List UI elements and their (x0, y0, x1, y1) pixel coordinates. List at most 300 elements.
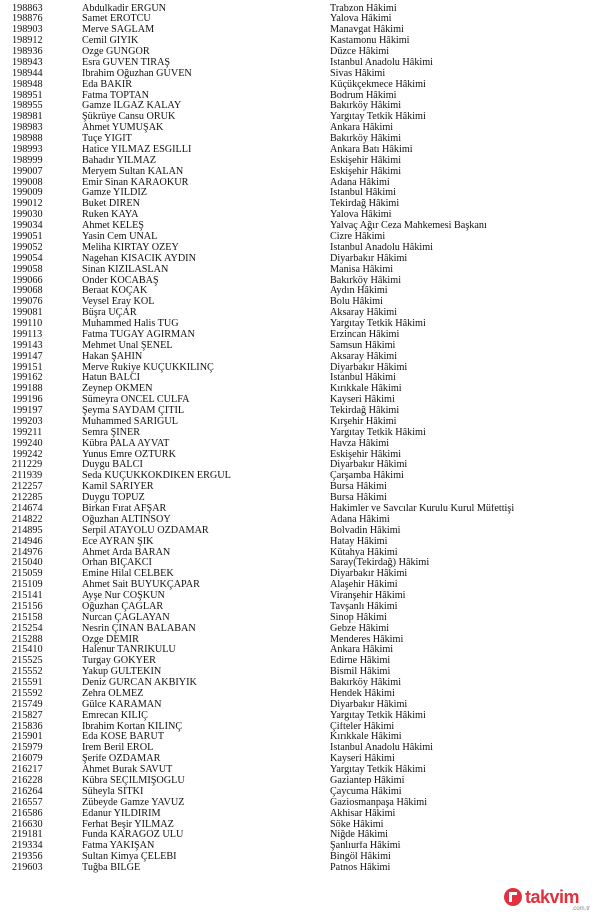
registry-number: 198936 (12, 46, 43, 58)
person-name: Özge DEMİR (82, 634, 139, 645)
registry-number: 199188 (12, 383, 43, 395)
assigned-post: Bolvadin Hâkimi (330, 525, 401, 536)
person-name: Merve SAĞLAM (82, 25, 155, 36)
registry-number: 215156 (12, 600, 43, 612)
registry-number: 215836 (12, 720, 43, 732)
person-name: Hakan ŞAHİN (82, 351, 143, 362)
person-name: Sultan Kimya ÇELEBİ (82, 852, 177, 863)
table-row (0, 319, 600, 330)
registry-number: 219181 (12, 829, 43, 841)
assigned-post: Hakimler ve Savcılar Kurulu Kurul Müfettişi (330, 503, 515, 514)
table-row (0, 830, 600, 841)
assigned-post: Edirne Hâkimi (330, 656, 391, 667)
assigned-post: Düzce Hâkimi (330, 47, 390, 58)
assigned-post: Eskişehir Hâkimi (330, 449, 402, 460)
person-name: Nurcan ÇAĞLAYAN (82, 612, 170, 623)
person-name: Hatice YILMAZ ESGİLLİ (82, 144, 192, 155)
assigned-post: Küçükçekmece Hâkimi (330, 79, 426, 90)
assigned-post: Sivas Hâkimi (330, 68, 386, 79)
registry-number: 198948 (12, 78, 43, 90)
person-name: Emir Sinan KARAOKUR (82, 177, 189, 188)
assigned-post: Aydın Hâkimi (330, 286, 388, 297)
person-name: Duygu BALCI (82, 460, 143, 471)
registry-number: 215109 (12, 579, 43, 591)
assigned-post: İstanbul Anadolu Hâkimi (330, 743, 433, 754)
person-name: Fatma TOPTAN (82, 90, 150, 101)
table-row (0, 863, 600, 874)
registry-number: 215141 (12, 590, 43, 602)
person-name: Deniz GÜRCAN AKBIYIK (82, 678, 197, 689)
registry-number: 215827 (12, 709, 43, 721)
registry-number: 215410 (12, 644, 43, 656)
assigned-post: Adana Hâkimi (330, 177, 390, 188)
assigned-post: Alaşehir Hâkimi (330, 580, 398, 591)
registry-number: 199240 (12, 437, 43, 449)
table-row (0, 363, 600, 374)
registry-number: 199211 (12, 426, 43, 438)
registry-number: 215901 (12, 731, 43, 743)
person-name: Sinan KIZILASLAN (82, 264, 169, 275)
assigned-post: Bismil Hâkimi (330, 667, 391, 678)
assigned-post: Viranşehir Hâkimi (330, 591, 406, 602)
table-row (0, 4, 600, 15)
assigned-post: Diyarbakır Hâkimi (330, 699, 408, 710)
table-row (0, 25, 600, 36)
registry-number: 215749 (12, 698, 43, 710)
table-row (0, 591, 600, 602)
assigned-post: Kayseri Hâkimi (330, 754, 395, 765)
assigned-post: Manavgat Hâkimi (330, 25, 404, 36)
table-row (0, 47, 600, 58)
person-name: Orhan BIÇAKCI (82, 558, 152, 569)
assigned-post: Hatay Hâkimi (330, 536, 388, 547)
registry-number: 198912 (12, 35, 43, 47)
assigned-post: Gaziosmanpaşa Hâkimi (330, 797, 428, 808)
person-name: Emine Hilal CELBEK (82, 569, 174, 580)
registry-number: 198983 (12, 122, 43, 134)
registry-number: 198903 (12, 24, 43, 36)
registry-number: 216079 (12, 753, 43, 765)
assigned-post: Bingöl Hâkimi (330, 852, 391, 863)
registry-number: 199034 (12, 220, 43, 232)
assigned-post: Tekirdağ Hâkimi (330, 199, 400, 210)
registry-number: 198863 (12, 2, 43, 14)
registry-number: 199197 (12, 405, 43, 417)
table-row (0, 134, 600, 145)
registry-number: 199162 (12, 372, 43, 384)
assigned-post: Cizre Hâkimi (330, 231, 386, 242)
registry-number: 199012 (12, 198, 43, 210)
table-row (0, 167, 600, 178)
table-row (0, 471, 600, 482)
registry-number: 215552 (12, 666, 43, 678)
person-name: Nagehan KISACIK AYDIN (82, 253, 196, 264)
table-row (0, 820, 600, 831)
person-name: Ece AYRAN ŞIK (82, 536, 154, 547)
table-row (0, 265, 600, 276)
table-row (0, 243, 600, 254)
registry-number: 216264 (12, 785, 43, 797)
table-row (0, 330, 600, 341)
person-name: Ahmet Burak SAVUT (82, 765, 173, 776)
registry-number: 212257 (12, 481, 43, 493)
person-name: Oğuzhan ALTINSOY (82, 514, 171, 525)
assigned-post: Çaycuma Hâkimi (330, 786, 402, 797)
assigned-post: Yargıtay Tetkik Hâkimi (330, 319, 426, 330)
person-name: Ahmet KELEŞ (82, 221, 144, 232)
registry-number: 214822 (12, 513, 43, 525)
assigned-post: Adana Hâkimi (330, 514, 390, 525)
person-name: Buket DİREN (82, 199, 141, 210)
table-row (0, 254, 600, 265)
person-name: Ruken KAYA (82, 210, 139, 221)
registry-number: 215979 (12, 742, 43, 754)
person-name: Yunus Emre ÖZTÜRK (82, 449, 176, 460)
table-row (0, 700, 600, 711)
assigned-post: Aksaray Hâkimi (330, 351, 398, 362)
person-name: Kübra PALA AYVAT (82, 438, 170, 449)
table-row (0, 58, 600, 69)
registry-number: 214976 (12, 546, 43, 558)
person-name: Sümeyra ÖNCEL CULFA (82, 395, 190, 406)
person-name: Zeynep ÖKMEN (82, 384, 153, 395)
assigned-post: Erzincan Hâkimi (330, 329, 400, 340)
assigned-post: Yargıtay Tetkik Hâkimi (330, 710, 426, 721)
table-row (0, 221, 600, 232)
assigned-post: Bolu Hâkimi (330, 297, 383, 308)
table-row (0, 776, 600, 787)
table-row (0, 635, 600, 646)
table-row (0, 341, 600, 352)
assigned-post: İstanbul Hâkimi (330, 188, 396, 199)
registry-number: 199196 (12, 394, 43, 406)
person-name: Esra GÜVEN TİRAŞ (82, 57, 171, 68)
table-row (0, 765, 600, 776)
person-name: Muhammed Halis TUĞ (82, 319, 179, 330)
table-row (0, 80, 600, 91)
registry-number: 215059 (12, 568, 43, 580)
registry-number: 199081 (12, 307, 43, 319)
registry-number: 219603 (12, 862, 43, 874)
table-row (0, 841, 600, 852)
registry-number: 216630 (12, 818, 43, 830)
table-row (0, 613, 600, 624)
registry-number: 198981 (12, 111, 43, 123)
person-name: Emrecan KILIÇ (82, 710, 148, 721)
table-row (0, 69, 600, 80)
registry-number: 199054 (12, 252, 43, 264)
person-name: İbrahim Kortan KILINÇ (82, 721, 183, 732)
person-name: Gamze YILDIZ (82, 188, 147, 199)
registry-number: 198876 (12, 13, 43, 25)
person-name: Fatma YAKIŞAN (82, 841, 155, 852)
table-row (0, 732, 600, 743)
assigned-post: Kırıkkale Hâkimi (330, 732, 402, 743)
person-name: Serpil ATAYOLU ÖZDAMAR (82, 525, 209, 536)
registry-number: 216228 (12, 774, 43, 786)
person-name: Ahmet YUMUŞAK (82, 123, 164, 134)
table-row (0, 537, 600, 548)
table-row (0, 91, 600, 102)
person-name: Zehra ÖLMEZ (82, 688, 144, 699)
assigned-post: Eskişehir Hâkimi (330, 166, 402, 177)
table-row (0, 460, 600, 471)
person-name: Birkan Fırat AFŞAR (82, 503, 167, 514)
table-row (0, 722, 600, 733)
person-name: Fatma TUGAY AĞIRMAN (82, 329, 195, 340)
table-row (0, 482, 600, 493)
person-name: Şükrüye Cansu ORUK (82, 112, 176, 123)
person-name: Şeyma SAYDAM ÇİTİL (82, 406, 185, 417)
assigned-post: Diyarbakır Hâkimi (330, 460, 408, 471)
registry-number: 199143 (12, 339, 43, 351)
registry-number: 215288 (12, 633, 43, 645)
assigned-post: Diyarbakır Hâkimi (330, 362, 408, 373)
assigned-post: Sinop Hâkimi (330, 612, 387, 623)
takvim-logo (504, 886, 590, 912)
assigned-post: Kütahya Hâkimi (330, 547, 398, 558)
assigned-post: Kayseri Hâkimi (330, 395, 395, 406)
table-row (0, 417, 600, 428)
assigned-post: Niğde Hâkimi (330, 830, 389, 841)
registry-number: 215591 (12, 677, 43, 689)
table-row (0, 156, 600, 167)
person-name: Funda KARAGÖZ ULU (82, 830, 184, 841)
table-row (0, 297, 600, 308)
table-row (0, 667, 600, 678)
table-row (0, 145, 600, 156)
assigned-post: Hendek Hâkimi (330, 688, 395, 699)
table-row (0, 678, 600, 689)
registry-number: 199058 (12, 263, 43, 275)
assigned-post: Çifteler Hâkimi (330, 721, 395, 732)
registry-number: 199009 (12, 187, 43, 199)
table-row (0, 373, 600, 384)
person-name: Seda KÜÇÜKKÖKDİKEN ERGÜL (82, 471, 231, 482)
person-name: Cemil GİYİK (82, 36, 139, 47)
assigned-post: Eskişehir Hâkimi (330, 155, 402, 166)
assigned-post: Samsun Hâkimi (330, 340, 396, 351)
assigned-post: Patnos Hâkimi (330, 863, 391, 874)
logo-domain: .com.tr (571, 906, 590, 912)
table-row (0, 232, 600, 243)
assigned-post: Yalova Hâkimi (330, 210, 392, 221)
assigned-post: İstanbul Anadolu Hâkimi (330, 242, 433, 253)
registry-number: 199052 (12, 241, 43, 253)
table-row (0, 210, 600, 221)
assigned-post: Yargıtay Tetkik Hâkimi (330, 765, 426, 776)
assigned-post: Kırıkkale Hâkimi (330, 384, 402, 395)
person-name: Şerife ÖZDAMAR (82, 754, 161, 765)
table-row (0, 384, 600, 395)
assigned-post: Diyarbakır Hâkimi (330, 569, 408, 580)
assigned-post: Çarşamba Hâkimi (330, 471, 404, 482)
person-name: Özge GÜNGÖR (82, 47, 150, 58)
assigned-post: Ankara Hâkimi (330, 645, 394, 656)
assigned-post: Bursa Hâkimi (330, 482, 387, 493)
table-row (0, 123, 600, 134)
person-name: Gülce KARAMAN (82, 699, 162, 710)
person-name: Halenur TANRIKULU (82, 645, 176, 656)
assigned-post: Yargıtay Tetkik Hâkimi (330, 112, 426, 123)
table-row (0, 624, 600, 635)
assigned-post: Manisa Hâkimi (330, 264, 394, 275)
table-row (0, 656, 600, 667)
registry-number: 198999 (12, 154, 43, 166)
person-name: Duygu TOPUZ (82, 493, 145, 504)
registry-number: 199151 (12, 361, 43, 373)
person-name: Büşra UÇAR (82, 308, 137, 319)
table-row (0, 504, 600, 515)
registry-number: 199242 (12, 448, 43, 460)
person-name: Mehmet Ünal ŞENEL (82, 340, 173, 351)
registry-number: 198951 (12, 89, 43, 101)
person-name: Ferhat Beşir YILMAZ (82, 819, 174, 830)
registry-number: 215040 (12, 557, 43, 569)
assigned-post: Aksaray Hâkimi (330, 308, 398, 319)
registry-number: 199007 (12, 165, 43, 177)
assigned-post: Trabzon Hâkimi (330, 3, 397, 14)
assigned-post: Tavşanlı Hâkimi (330, 601, 398, 612)
person-name: Samet ERÖTCÜ (82, 14, 151, 25)
person-name: Tuğba BİLGE (82, 863, 141, 874)
person-name: Zübeyde Gamze YAVUZ (82, 797, 185, 808)
table-row (0, 645, 600, 656)
registry-number: 215525 (12, 655, 43, 667)
person-name: Yasin Cem ÜNAL (82, 231, 158, 242)
person-name: Ahmet Arda BARAN (82, 547, 171, 558)
registry-number: 198955 (12, 100, 43, 112)
assigned-post: İstanbul Hâkimi (330, 373, 396, 384)
table-row (0, 199, 600, 210)
assigned-post: Bursa Hâkimi (330, 493, 387, 504)
assigned-post: Bakırköy Hâkimi (330, 678, 402, 689)
table-row (0, 428, 600, 439)
assigned-post: Tekirdağ Hâkimi (330, 406, 400, 417)
assigned-post: Saray(Tekirdağ) Hâkimi (330, 558, 430, 569)
assigned-post: Ankara Hâkimi (330, 123, 394, 134)
table-row (0, 602, 600, 613)
table-row (0, 798, 600, 809)
assigned-post: Gebze Hâkimi (330, 623, 390, 634)
table-row (0, 439, 600, 450)
person-name: Eda BAKIR (82, 79, 133, 90)
table-row (0, 526, 600, 537)
table-row (0, 809, 600, 820)
table-row (0, 188, 600, 199)
registry-number: 214674 (12, 502, 43, 514)
table-row (0, 36, 600, 47)
registry-number: 216557 (12, 796, 43, 808)
registry-number: 199203 (12, 415, 43, 427)
person-name: Hatun BALCI (82, 373, 141, 384)
registry-number: 199066 (12, 274, 43, 286)
table-row (0, 14, 600, 25)
registry-number: 199113 (12, 328, 43, 340)
registry-number: 199008 (12, 176, 43, 188)
assigned-post: Gaziantep Hâkimi (330, 775, 405, 786)
table-row (0, 395, 600, 406)
registry-number: 216586 (12, 807, 43, 819)
registry-number: 198944 (12, 67, 43, 79)
registry-number: 199110 (12, 318, 43, 330)
table-row (0, 515, 600, 526)
registry-number: 214895 (12, 524, 43, 536)
person-name: Abdulkadir ERGÜN (82, 3, 167, 14)
table-row (0, 852, 600, 863)
assigned-post: Yalvaç Ağır Ceza Mahkemesi Başkanı (330, 221, 487, 232)
person-name: Turgay GÖKYER (82, 656, 156, 667)
table-row (0, 308, 600, 319)
registry-number: 198988 (12, 133, 43, 145)
person-name: Nesrin ÇİNAN BALABAN (82, 623, 196, 634)
person-name: Kamil SARIYER (82, 482, 154, 493)
person-name: Meliha KIRTAY ÖZEY (82, 242, 179, 253)
assigned-post: Kırşehir Hâkimi (330, 416, 397, 427)
table-row (0, 352, 600, 363)
table-row (0, 689, 600, 700)
table-row (0, 101, 600, 112)
person-name: Oğuzhan ÇAĞLAR (82, 601, 164, 612)
registry-number: 219356 (12, 851, 43, 863)
table-row (0, 493, 600, 504)
table-row (0, 548, 600, 559)
assigned-post: Havza Hâkimi (330, 438, 390, 449)
person-name: Süheyla SITKI (82, 786, 144, 797)
assigned-post: Yargıtay Tetkik Hâkimi (330, 427, 426, 438)
logo-wordmark: takvim (525, 887, 580, 907)
assigned-post: Bakırköy Hâkimi (330, 134, 402, 145)
table-row (0, 406, 600, 417)
registry-number: 199147 (12, 350, 43, 362)
person-name: Semra ŞİNER (82, 427, 141, 438)
person-name: İrem Beril EROL (82, 743, 154, 754)
registry-number: 199068 (12, 285, 43, 297)
assigned-post: Kastamonu Hâkimi (330, 36, 410, 47)
registry-number: 214946 (12, 535, 43, 547)
assigned-post: Bakırköy Hâkimi (330, 101, 402, 112)
registry-number: 219334 (12, 840, 43, 852)
person-name: İbrahim Oğuzhan GÜVEN (82, 68, 192, 79)
person-name: Tuçe YİĞİT (82, 134, 132, 145)
registry-number: 216217 (12, 764, 43, 776)
table-row (0, 743, 600, 754)
table-row (0, 286, 600, 297)
table-row (0, 558, 600, 569)
person-name: Yakup GÜLTEKİN (82, 667, 162, 678)
person-name: Eda KÖSE BARUT (82, 732, 165, 743)
registry-number: 215158 (12, 611, 43, 623)
person-name: Ahmet Sait BÜYÜKÇAPAR (82, 580, 200, 591)
registry-number: 212285 (12, 492, 43, 504)
person-name: Merve Rukiye KÜÇÜKKILINÇ (82, 362, 214, 373)
person-name: Gamze ILGAZ KALAY (82, 101, 182, 112)
assigned-post: Ankara Batı Hâkimi (330, 144, 413, 155)
registry-number: 199030 (12, 209, 43, 221)
person-name: Bahadır YILMAZ (82, 155, 157, 166)
assigned-post: Akhisar Hâkimi (330, 808, 396, 819)
registry-number: 211229 (12, 459, 43, 471)
registry-number: 199076 (12, 296, 43, 308)
table-row (0, 754, 600, 765)
table-row (0, 569, 600, 580)
registry-number: 215592 (12, 687, 43, 699)
table-row (0, 580, 600, 591)
assigned-post: Menderes Hâkimi (330, 634, 404, 645)
table-row (0, 178, 600, 189)
registry-number: 215254 (12, 622, 43, 634)
registry-number: 198943 (12, 56, 43, 68)
